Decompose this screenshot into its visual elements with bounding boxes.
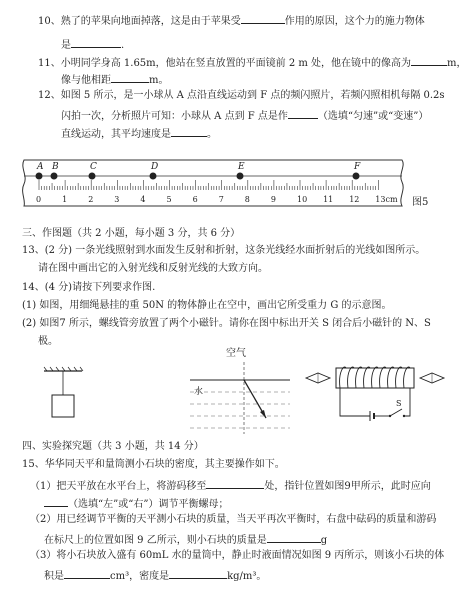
ruler-tick-label: 0 — [36, 195, 42, 204]
figure-5-label: 图5 — [412, 197, 429, 208]
q15-p3-text-c: cm³，密度是 — [110, 571, 170, 582]
q15-p2-line2 — [44, 532, 327, 547]
ruler-tick-labels — [36, 195, 398, 204]
q15-blank-2[interactable] — [44, 496, 68, 507]
ruler-tick-label: 12 — [349, 195, 360, 204]
q15-p3-line2 — [44, 568, 266, 583]
q15-blank-4[interactable] — [64, 568, 110, 579]
strobe-label-d: D — [151, 162, 159, 172]
q15-blank-3[interactable] — [267, 532, 321, 543]
strobe-ball-f — [353, 173, 360, 180]
q14-part1: (1) 如图，用细绳悬挂的重 50N 的物体静止在空中，画出它所受重力 G 的示意图。 — [22, 300, 392, 311]
q11-blank-2[interactable] — [111, 72, 149, 83]
q12-text-c: （选填“匀速”或“变速”） — [317, 111, 429, 122]
strobe-ball-b — [51, 173, 58, 180]
strobe-label-b: B — [52, 162, 59, 172]
strobe-ball-a — [36, 173, 43, 180]
hanging-box — [52, 395, 74, 417]
q13-line2: 请在图中画出它的入射光线和反射光线的大致方向。 — [38, 263, 268, 274]
switch-s[interactable] — [390, 409, 402, 416]
q11-text-d: m。 — [149, 75, 169, 86]
q11-line1 — [38, 55, 467, 70]
q14-part2-line2: 极。 — [38, 336, 58, 347]
q15-p1-text-a: （1）把天平放在水平台上，将游码移至 — [30, 481, 207, 492]
ruler-tick-label: 9 — [270, 195, 276, 204]
circuit-wire-right — [404, 388, 410, 416]
q15-p2-line1: （2）用已经调节平衡的天平测小石块的质量，当天平再次平衡时，右盘中砝码的质量和游码 — [30, 514, 437, 525]
q15-p3-text-d: kg/m³。 — [227, 571, 267, 582]
q11-text-a: 11、小明同学身高 1.65m，他站在竖直放置的平面镜前 2 m 处，他在镜中的像高为 — [38, 58, 412, 69]
strobe-label-c: C — [90, 162, 97, 172]
q11-text-b: m， — [447, 58, 467, 69]
ruler-tick-label: 11 — [323, 195, 334, 204]
q12-blank-2[interactable] — [171, 126, 207, 137]
ruler-tick-label: 4 — [140, 195, 146, 204]
air-label: 空气 — [226, 348, 246, 359]
q15-p2-text-c: g — [320, 535, 328, 546]
q15-p1-line2 — [44, 496, 228, 511]
ruler-body — [23, 160, 404, 206]
figure-7-solenoid — [304, 360, 454, 426]
q15-blank-5[interactable] — [169, 568, 227, 579]
q13-line1: 13、(2 分) 一条光线照射到水面发生反射和折射，这条光线经水面折射后的光线如图所示。 — [22, 245, 426, 256]
circuit-wire-left — [340, 388, 370, 416]
strobe-ball-c — [89, 173, 96, 180]
q10-text-c: 是 — [61, 40, 71, 51]
q15-blank-1[interactable] — [206, 478, 264, 489]
section-3-title: 三、作图题（共 2 小题，每小题 3 分，共 6 分） — [22, 228, 241, 239]
strobe-label-a: A — [37, 162, 44, 172]
figure-hanging-object — [38, 365, 88, 423]
q12-line3 — [61, 126, 217, 141]
q12-blank-1[interactable] — [288, 108, 318, 119]
q15-line: 15、华华同天平和量筒测小石块的密度，其主要操作如下。 — [22, 459, 285, 470]
q11-text-c: 像与他相距 — [61, 75, 111, 86]
water-label: 水 — [194, 387, 204, 397]
q10-text-b: 作用的原因，这个力的施力物体 — [284, 16, 425, 27]
ruler-ticks — [39, 180, 378, 190]
q12-text-e: 。 — [207, 129, 217, 140]
q15-p2-text-b: 在标尺上的位置如图 9 乙所示，则小石块的质量是 — [44, 535, 267, 546]
q10-line2 — [61, 37, 124, 52]
ruler-tick-label: 1 — [62, 195, 68, 204]
ruler-tick-label: 13cm — [375, 195, 398, 204]
ruler-tick-label: 8 — [244, 195, 250, 204]
q15-p3-line1: （3）将小石块放入盛有 60mL 水的量筒中，静止时液面情况如图 9 丙所示，则该小石块的体 — [30, 550, 445, 561]
ruler-tick-label: 3 — [114, 195, 120, 204]
section-4-title: 四、实验探究题（共 3 小题，共 14 分） — [22, 441, 204, 452]
switch-label: S — [396, 399, 402, 408]
ray-arrow — [260, 410, 266, 418]
ruler-tick-label: 10 — [297, 195, 308, 204]
strobe-label-f: F — [354, 162, 361, 172]
q10-blank-2[interactable] — [71, 37, 121, 48]
q15-p1-line1 — [30, 478, 431, 493]
q12-line1: 12、如图 5 所示，是一小球从 A 点沿直线运动到 F 点的频闪照片，若频闪照相机每隔 0.2s — [38, 90, 445, 101]
strobe-ball-d — [150, 173, 157, 180]
strobe-balls — [36, 162, 362, 180]
q15-p3-text-b: 积是 — [44, 571, 64, 582]
q11-line2 — [61, 72, 168, 87]
q12-text-b: 闪拍一次，分析照片可知：小球从 A 点到 F 点是作 — [61, 111, 288, 122]
q10-blank-1[interactable] — [241, 13, 285, 24]
q14-part2-line1: (2) 如图7 所示，螺线管旁放置了两个小磁针。请你在图中标出开关 S 闭合后小磁针的 N、S — [22, 318, 431, 329]
figure-refraction — [186, 342, 290, 436]
q14-line: 14、(4 分)请按下列要求作图. — [22, 282, 156, 293]
figure-5-ruler — [18, 150, 418, 218]
ruler-tick-label: 5 — [166, 195, 172, 204]
q15-p1-text-c: （选填“左”或“右”）调节平衡螺母； — [68, 499, 229, 510]
q10-text-d: . — [121, 40, 125, 51]
ruler-tick-label: 7 — [218, 195, 224, 204]
q12-line2 — [61, 108, 428, 123]
strobe-ball-e — [237, 173, 244, 180]
ruler-tick-label: 2 — [88, 195, 94, 204]
q12-text-d: 直线运动，其平均速度是 — [61, 129, 171, 140]
ruler-tick-label: 6 — [192, 195, 198, 204]
q10-text-a: 10、熟了的苹果向地面掉落，这是由于苹果受 — [38, 16, 241, 27]
q15-p1-text-b: 处，指针位置如图9甲所示，此时应向 — [264, 481, 431, 492]
q11-blank-1[interactable] — [411, 55, 447, 66]
solenoid-coil — [340, 367, 410, 388]
q10-line1 — [38, 13, 425, 28]
strobe-label-e: E — [238, 162, 245, 172]
